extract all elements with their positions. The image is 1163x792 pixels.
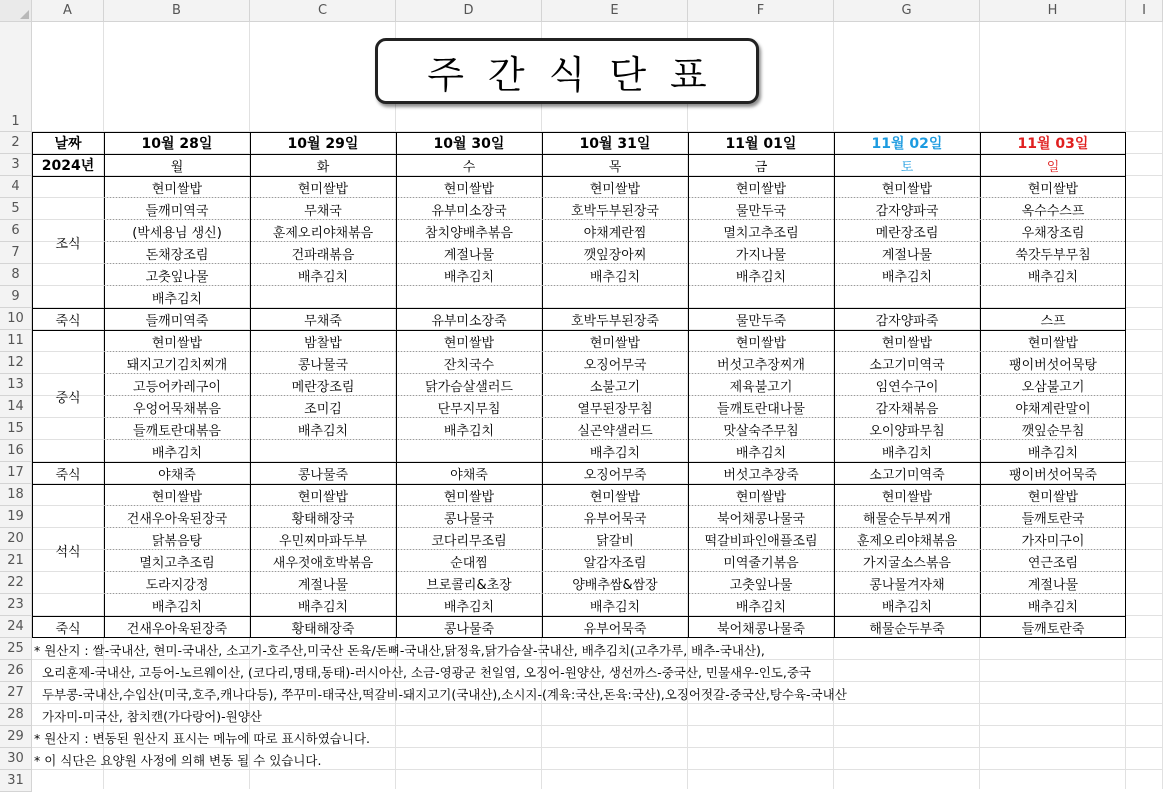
row-header-26[interactable]: 26 (0, 660, 32, 682)
row-header-28[interactable]: 28 (0, 704, 32, 726)
menu-item[interactable]: 오이양파무침 (869, 423, 945, 439)
menu-item[interactable]: 콩나물국 (443, 511, 495, 527)
menu-item[interactable]: 현미쌀밥 (735, 181, 787, 197)
menu-item[interactable]: 옥수수스프 (1021, 203, 1085, 219)
row-header-2[interactable]: 2 (0, 132, 32, 154)
menu-item[interactable]: 우엉어묵채볶음 (133, 401, 221, 417)
menu-item[interactable]: 배추김치 (881, 445, 933, 461)
menu-item[interactable]: 물만두죽 (735, 313, 787, 329)
menu-item[interactable]: 야채죽 (158, 467, 196, 483)
menu-item[interactable]: 현미쌀밥 (1027, 489, 1079, 505)
row-header-17[interactable]: 17 (0, 462, 32, 484)
menu-item[interactable]: 우민찌마파두부 (279, 533, 367, 549)
menu-item[interactable]: 양배추쌈&쌈장 (572, 577, 658, 593)
menu-item[interactable]: 참치양배추볶음 (425, 225, 513, 241)
menu-item[interactable]: 우채장조림 (1021, 225, 1085, 241)
menu-item[interactable]: 멸치고추조림 (139, 555, 215, 571)
menu-item[interactable]: 황태해장국 (291, 511, 355, 527)
menu-item[interactable]: 제육불고기 (729, 379, 793, 395)
menu-item[interactable]: 황태해장죽 (291, 621, 355, 637)
date-header[interactable]: 11월 01일 (725, 136, 797, 152)
row-header-3[interactable]: 3 (0, 154, 32, 176)
menu-item[interactable]: 버섯고추장죽 (723, 467, 799, 483)
menu-item[interactable]: 들깨토란대볶음 (133, 423, 221, 439)
row-header-27[interactable]: 27 (0, 682, 32, 704)
row-header-4[interactable]: 4 (0, 176, 32, 198)
menu-item[interactable]: 배추김치 (1027, 599, 1079, 615)
menu-item[interactable]: 콩나물겨자채 (869, 577, 945, 593)
menu-item[interactable]: 현미쌀밥 (151, 335, 203, 351)
menu-item[interactable]: 현미쌀밥 (443, 181, 495, 197)
menu-item[interactable]: 들깨토란국 (1021, 511, 1085, 527)
menu-item[interactable]: 가지나물 (735, 247, 787, 263)
date-header[interactable]: 10월 31일 (579, 136, 651, 152)
menu-item[interactable]: 메란장조림 (291, 379, 355, 395)
menu-item[interactable]: 배추김치 (443, 423, 495, 439)
note-line[interactable]: * 원산지 : 쌀-국내산, 현미-국내산, 소고기-호주산,미국산 돈육/돈뼈-국내산,닭정육,닭가슴살-국내산, 배추김치(고추가루, 배추-국내산), (34, 643, 765, 658)
note-line[interactable]: 두부콩-국내산,수입산(미국,호주,캐나다등), 쭈꾸미-태국산,떡갈비-돼지고기(국내산),소시지-(계육:국산,돈육:국산),오징어젓갈-중국산,탕수육-국내산 (34, 687, 847, 702)
menu-item[interactable]: 브로콜리&초장 (426, 577, 512, 593)
menu-item[interactable]: 배추김치 (881, 599, 933, 615)
note-line[interactable]: * 이 식단은 요양원 사정에 의해 변동 될 수 있습니다. (34, 753, 322, 768)
menu-item[interactable]: 배추김치 (735, 599, 787, 615)
menu-item[interactable]: 실곤약샐러드 (577, 423, 653, 439)
row-header-20[interactable]: 20 (0, 528, 32, 550)
menu-item[interactable]: 감자양파죽 (875, 313, 939, 329)
menu-item[interactable]: 고춧잎나물 (729, 577, 793, 593)
date-label[interactable]: 날짜 (54, 136, 82, 152)
menu-item[interactable]: 유부어묵국 (583, 511, 647, 527)
menu-item[interactable]: 들깨미역죽 (145, 313, 209, 329)
menu-item[interactable]: 배추김치 (443, 269, 495, 285)
row-header-29[interactable]: 29 (0, 726, 32, 748)
menu-item[interactable]: 물만두국 (735, 203, 787, 219)
date-header[interactable]: 10월 28일 (141, 136, 213, 152)
menu-item[interactable]: 계절나물 (443, 247, 495, 263)
menu-item[interactable]: 닭볶음탕 (151, 533, 203, 549)
weekday-header[interactable]: 일 (1046, 159, 1060, 175)
row-header-5[interactable]: 5 (0, 198, 32, 220)
menu-item[interactable]: 현미쌀밥 (881, 335, 933, 351)
date-header[interactable]: 11월 03일 (1017, 136, 1089, 152)
column-header-h[interactable]: H (980, 0, 1126, 22)
column-header-a[interactable]: A (32, 0, 104, 22)
menu-item[interactable]: 들깨토란죽 (1021, 621, 1085, 637)
row-header-6[interactable]: 6 (0, 220, 32, 242)
menu-item[interactable]: 열무된장무침 (577, 401, 653, 417)
menu-item[interactable]: 배추김치 (297, 599, 349, 615)
menu-item[interactable]: 무채국 (304, 203, 342, 219)
weekday-header[interactable]: 목 (608, 159, 622, 175)
menu-item[interactable]: 호박두부된장국 (571, 203, 659, 219)
date-header[interactable]: 10월 30일 (433, 136, 505, 152)
weekday-header[interactable]: 화 (316, 159, 330, 175)
menu-item[interactable]: 소불고기 (589, 379, 641, 395)
menu-item[interactable]: 멸치고추조림 (723, 225, 799, 241)
menu-item[interactable]: 해물순두부찌개 (863, 511, 951, 527)
menu-item[interactable]: 야채계란말이 (1015, 401, 1091, 417)
menu-item[interactable]: 오징어무죽 (583, 467, 647, 483)
menu-item[interactable]: 현미쌀밥 (297, 489, 349, 505)
menu-item[interactable]: 호박두부된장죽 (571, 313, 659, 329)
menu-item[interactable]: 배추김치 (297, 423, 349, 439)
menu-item[interactable]: 훈제오리야채볶음 (272, 225, 374, 241)
menu-item[interactable]: 들깨미역국 (145, 203, 209, 219)
row-header-30[interactable]: 30 (0, 748, 32, 770)
menu-item[interactable]: 배추김치 (881, 269, 933, 285)
menu-item[interactable]: 북어채콩나물국 (717, 511, 805, 527)
row-header-31[interactable]: 31 (0, 770, 32, 792)
menu-item[interactable]: 고등어카레구이 (133, 379, 221, 395)
menu-item[interactable]: 콩나물죽 (443, 621, 495, 637)
column-header-g[interactable]: G (834, 0, 980, 22)
menu-item[interactable]: 건파래볶음 (291, 247, 355, 263)
meal-label[interactable]: 죽식 (55, 313, 81, 329)
menu-item[interactable]: 배추김치 (151, 291, 203, 307)
menu-item[interactable]: 팽이버섯어묵죽 (1009, 467, 1097, 483)
menu-item[interactable]: 배추김치 (151, 445, 203, 461)
menu-item[interactable]: 미역줄기볶음 (723, 555, 799, 571)
row-header-11[interactable]: 11 (0, 330, 32, 352)
menu-item[interactable]: 계절나물 (297, 577, 349, 593)
menu-item[interactable]: 임연수구이 (875, 379, 939, 395)
menu-item[interactable]: 야채죽 (450, 467, 488, 483)
menu-item[interactable]: 현미쌀밥 (589, 181, 641, 197)
column-header-b[interactable]: B (104, 0, 250, 22)
row-header-16[interactable]: 16 (0, 440, 32, 462)
menu-item[interactable]: (박세용님 생신) (132, 225, 222, 241)
menu-item[interactable]: 현미쌀밥 (735, 335, 787, 351)
menu-item[interactable]: 해물순두부죽 (869, 621, 945, 637)
menu-item[interactable]: 현미쌀밥 (151, 181, 203, 197)
menu-item[interactable]: 유부미소장국 (431, 203, 507, 219)
row-header-10[interactable]: 10 (0, 308, 32, 330)
menu-item[interactable]: 새우젓애호박볶음 (272, 555, 374, 571)
row-header-15[interactable]: 15 (0, 418, 32, 440)
menu-item[interactable]: 코다리무조림 (431, 533, 507, 549)
column-header-c[interactable]: C (250, 0, 396, 22)
menu-item[interactable]: 배추김치 (589, 269, 641, 285)
select-all-icon (20, 10, 29, 19)
menu-item[interactable]: 건새우아욱된장죽 (126, 621, 228, 637)
menu-item[interactable]: 깻잎순무침 (1021, 423, 1085, 439)
row-header-21[interactable]: 21 (0, 550, 32, 572)
date-header[interactable]: 11월 02일 (871, 136, 943, 152)
row-header-19[interactable]: 19 (0, 506, 32, 528)
note-line[interactable]: 가자미-미국산, 참치캔(가다랑어)-원양산 (34, 709, 262, 724)
row-header-13[interactable]: 13 (0, 374, 32, 396)
row-header-14[interactable]: 14 (0, 396, 32, 418)
menu-item[interactable]: 건새우아욱된장국 (126, 511, 228, 527)
row-header-24[interactable]: 24 (0, 616, 32, 638)
weekday-header[interactable]: 수 (462, 159, 476, 175)
menu-item[interactable]: 북어채콩나물죽 (717, 621, 805, 637)
menu-item[interactable]: 배추김치 (1027, 445, 1079, 461)
menu-item[interactable]: 유부어묵죽 (583, 621, 647, 637)
menu-item[interactable]: 현미쌀밥 (735, 489, 787, 505)
menu-item[interactable]: 오징어무국 (583, 357, 647, 373)
menu-item[interactable]: 현미쌀밥 (589, 489, 641, 505)
menu-item[interactable]: 계절나물 (1027, 577, 1079, 593)
menu-item[interactable]: 콩나물국 (297, 357, 349, 373)
menu-item[interactable]: 팽이버섯어묵탕 (1009, 357, 1097, 373)
menu-item[interactable]: 오삼불고기 (1021, 379, 1085, 395)
menu-item[interactable]: 조미김 (304, 401, 342, 417)
note-line[interactable]: 오리훈제-국내산, 고등어-노르웨이산, (코다리,명태,동태)-러시아산, 소금-영광군 천일염, 오징어-원양산, 생선까스-중국산, 민물새우-인도,중국 (34, 665, 811, 680)
menu-item[interactable]: 연근조림 (1027, 555, 1079, 571)
menu-item[interactable]: 소고기미역죽 (869, 467, 945, 483)
menu-item[interactable]: 알감자조림 (583, 555, 647, 571)
row-header-18[interactable]: 18 (0, 484, 32, 506)
menu-item[interactable]: 돼지고기김치찌개 (126, 357, 228, 373)
menu-item[interactable]: 떡갈비파인애플조림 (704, 533, 818, 549)
date-header[interactable]: 10월 29일 (287, 136, 359, 152)
weekday-header[interactable]: 금 (754, 159, 768, 175)
meal-label[interactable]: 죽식 (55, 467, 81, 483)
note-line[interactable]: * 원산지 : 변동된 원산지 표시는 메뉴에 따로 표시하였습니다. (34, 731, 371, 746)
row-header-8[interactable]: 8 (0, 264, 32, 286)
menu-item[interactable]: 현미쌀밥 (881, 181, 933, 197)
menu-item[interactable]: 배추김치 (589, 445, 641, 461)
menu-item[interactable]: 훈제오리야채볶음 (856, 533, 958, 549)
menu-item[interactable]: 배추김치 (735, 269, 787, 285)
menu-item[interactable]: 스프 (1040, 313, 1066, 329)
menu-item[interactable]: 야채계란찜 (583, 225, 647, 241)
menu-item[interactable]: 무채죽 (304, 313, 342, 329)
column-header-i[interactable]: I (1126, 0, 1163, 22)
row-header-9[interactable]: 9 (0, 286, 32, 308)
row-header-22[interactable]: 22 (0, 572, 32, 594)
select-all-corner[interactable] (0, 0, 32, 22)
menu-item[interactable]: 감자양파국 (875, 203, 939, 219)
column-header-f[interactable]: F (688, 0, 834, 22)
menu-item[interactable]: 현미쌀밥 (443, 335, 495, 351)
menu-item[interactable]: 현미쌀밥 (589, 335, 641, 351)
weekday-header[interactable]: 월 (170, 159, 184, 175)
menu-item[interactable]: 계절나물 (881, 247, 933, 263)
menu-item[interactable]: 현미쌀밥 (1027, 335, 1079, 351)
row-header-23[interactable]: 23 (0, 594, 32, 616)
menu-item[interactable]: 소고기미역국 (869, 357, 945, 373)
menu-item[interactable]: 닭갈비 (596, 533, 634, 549)
row-header-7[interactable]: 7 (0, 242, 32, 264)
row-header-1[interactable]: 1 (0, 22, 32, 132)
menu-item[interactable]: 잔치국수 (443, 357, 495, 373)
menu-item[interactable]: 밤찰밥 (304, 335, 342, 351)
menu-item[interactable]: 현미쌀밥 (1027, 181, 1079, 197)
row-header-12[interactable]: 12 (0, 352, 32, 374)
menu-item[interactable]: 배추김치 (297, 269, 349, 285)
meal-label[interactable]: 석식 (55, 544, 81, 560)
menu-item[interactable]: 감자채볶음 (875, 401, 939, 417)
year-label[interactable]: 2024년 (41, 158, 95, 174)
menu-item[interactable]: 도라지강정 (145, 577, 209, 593)
menu-item[interactable]: 콩나물죽 (297, 467, 349, 483)
menu-item[interactable]: 가지굴소스볶음 (863, 555, 951, 571)
menu-item[interactable]: 가자미구이 (1021, 533, 1085, 549)
cell-grid[interactable] (32, 22, 1163, 789)
menu-item[interactable]: 현미쌀밥 (881, 489, 933, 505)
menu-item[interactable]: 돈채장조림 (145, 247, 209, 263)
menu-item[interactable]: 쑥갓두부무침 (1015, 247, 1091, 263)
weekday-header[interactable]: 토 (900, 159, 914, 175)
menu-item[interactable]: 유부미소장죽 (431, 313, 507, 329)
row-header-25[interactable]: 25 (0, 638, 32, 660)
column-header-e[interactable]: E (542, 0, 688, 22)
meal-label[interactable]: 중식 (55, 390, 81, 406)
menu-item[interactable]: 들깨토란대나물 (717, 401, 805, 417)
menu-item[interactable]: 배추김치 (1027, 269, 1079, 285)
meal-label[interactable]: 죽식 (55, 621, 81, 637)
menu-item[interactable]: 배추김치 (589, 599, 641, 615)
menu-item[interactable]: 버섯고추장찌개 (717, 357, 805, 373)
menu-item[interactable]: 배추김치 (443, 599, 495, 615)
menu-item[interactable]: 배추김치 (735, 445, 787, 461)
menu-item[interactable]: 현미쌀밥 (151, 489, 203, 505)
menu-item[interactable]: 닭가슴살샐러드 (425, 379, 513, 395)
menu-item[interactable]: 단무지무침 (437, 401, 501, 417)
menu-item[interactable]: 맛살숙주무침 (723, 423, 799, 439)
menu-item[interactable]: 배추김치 (151, 599, 203, 615)
column-header-d[interactable]: D (396, 0, 542, 22)
menu-item[interactable]: 현미쌀밥 (297, 181, 349, 197)
menu-item[interactable]: 메란장조림 (875, 225, 939, 241)
menu-item[interactable]: 깻잎장아찌 (583, 247, 647, 263)
menu-item[interactable]: 현미쌀밥 (443, 489, 495, 505)
meal-label[interactable]: 조식 (55, 236, 81, 252)
menu-item[interactable]: 고춧잎나물 (145, 269, 209, 285)
menu-item[interactable]: 순대찜 (450, 555, 488, 571)
title-box[interactable] (375, 38, 759, 104)
page-title: 주간식단표 (427, 52, 731, 97)
